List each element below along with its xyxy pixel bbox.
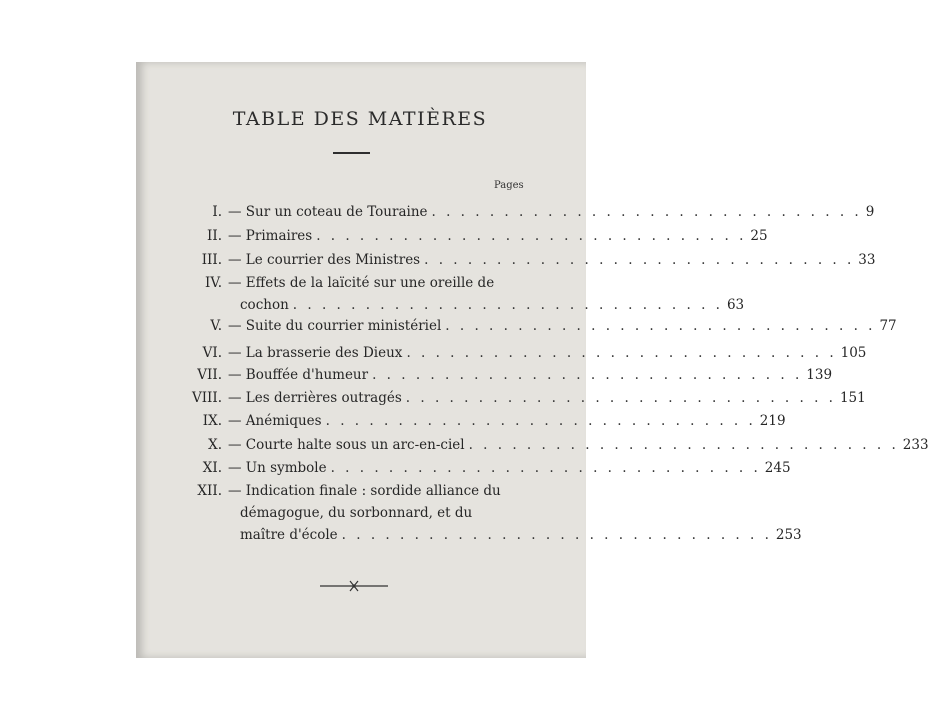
page-title: TABLE DES MATIÈRES: [232, 108, 488, 130]
entry-number: X.: [208, 437, 222, 453]
entry-page: 219: [759, 413, 786, 429]
entry-title: — Les derrières outragés: [228, 390, 402, 406]
entry-title: — Primaires: [228, 228, 313, 244]
end-ornament: [318, 578, 390, 594]
title-rule: [333, 152, 370, 154]
entry-title: — Courte halte sous un arc-en-ciel: [228, 437, 465, 453]
entry-number: XI.: [202, 460, 222, 476]
entry-page: 9: [865, 204, 875, 220]
leader-dots: . . . . . . . . . . . . . . . . . . . . . . . . . . . . . .: [405, 390, 836, 406]
leader-dots: . . . . . . . . . . . . . . . . . . . . . . . . . . . . . .: [424, 252, 855, 268]
entry-title-continued: démagogue, du sorbonnard, et du: [240, 505, 473, 521]
entry-title: — Bouffée d'humeur: [228, 367, 369, 383]
entry-title: — Un symbole: [228, 460, 327, 476]
entry-page: 139: [806, 367, 833, 383]
entry-page: 33: [858, 252, 876, 268]
entry-number: VIII.: [191, 390, 222, 406]
entry-title: — Anémiques: [228, 413, 322, 429]
leader-dots: . . . . . . . . . . . . . . . . . . . . . . . . . . . . . .: [468, 437, 899, 453]
entry-title-continued: maître d'école: [240, 527, 338, 543]
pages-column-label: Pages: [494, 180, 524, 191]
entry-page: 253: [775, 527, 802, 543]
entry-number: IV.: [204, 275, 222, 291]
entry-number: VII.: [197, 367, 222, 383]
entry-title-continued: cochon: [240, 297, 289, 313]
entry-title: — Sur un coteau de Touraine: [228, 204, 428, 220]
entry-page: 233: [902, 437, 929, 453]
entry-number: I.: [212, 204, 222, 220]
entry-page: 151: [839, 390, 866, 406]
entry-number: III.: [201, 252, 222, 268]
leader-dots: . . . . . . . . . . . . . . . . . . . . . . . . . . . . . .: [341, 527, 772, 543]
entry-page: 77: [879, 318, 897, 334]
entry-number: VI.: [202, 345, 222, 361]
entry-number: IX.: [202, 413, 222, 429]
entry-title: — Effets de la laïcité sur une oreille de: [228, 275, 495, 291]
leader-dots: . . . . . . . . . . . . . . . . . . . . . . . . . . . . . .: [330, 460, 761, 476]
leader-dots: . . . . . . . . . . . . . . . . . . . . . . . . . . . . . .: [372, 367, 803, 383]
entry-title: — Suite du courrier ministériel: [228, 318, 442, 334]
leader-dots: . . . . . . . . . . . . . . . . . . . . . . . . . . . . . .: [316, 228, 747, 244]
entry-number: II.: [207, 228, 222, 244]
entry-page: 63: [726, 297, 745, 313]
leader-dots: . . . . . . . . . . . . . . . . . . . . . . . . . . . . . .: [406, 345, 837, 361]
entry-page: 105: [840, 345, 867, 361]
entry-number: XII.: [197, 483, 222, 499]
leader-dots: . . . . . . . . . . . . . . . . . . . . . . . . . . . . . .: [325, 413, 756, 429]
entry-title: — Le courrier des Ministres: [228, 252, 421, 268]
leader-dots: . . . . . . . . . . . . . . . . . . . . . . . . . . . . . .: [445, 318, 876, 334]
entry-number: V.: [210, 318, 222, 334]
leader-dots: . . . . . . . . . . . . . . . . . . . . . . . . . . . . . .: [292, 297, 723, 313]
leader-dots: . . . . . . . . . . . . . . . . . . . . . . . . . . . . . .: [431, 204, 862, 220]
entry-page: 25: [750, 228, 768, 244]
entry-title: — Indication finale : sordide alliance du: [228, 483, 501, 499]
entry-page: 245: [764, 460, 791, 476]
entry-title: — La brasserie des Dieux: [228, 345, 403, 361]
